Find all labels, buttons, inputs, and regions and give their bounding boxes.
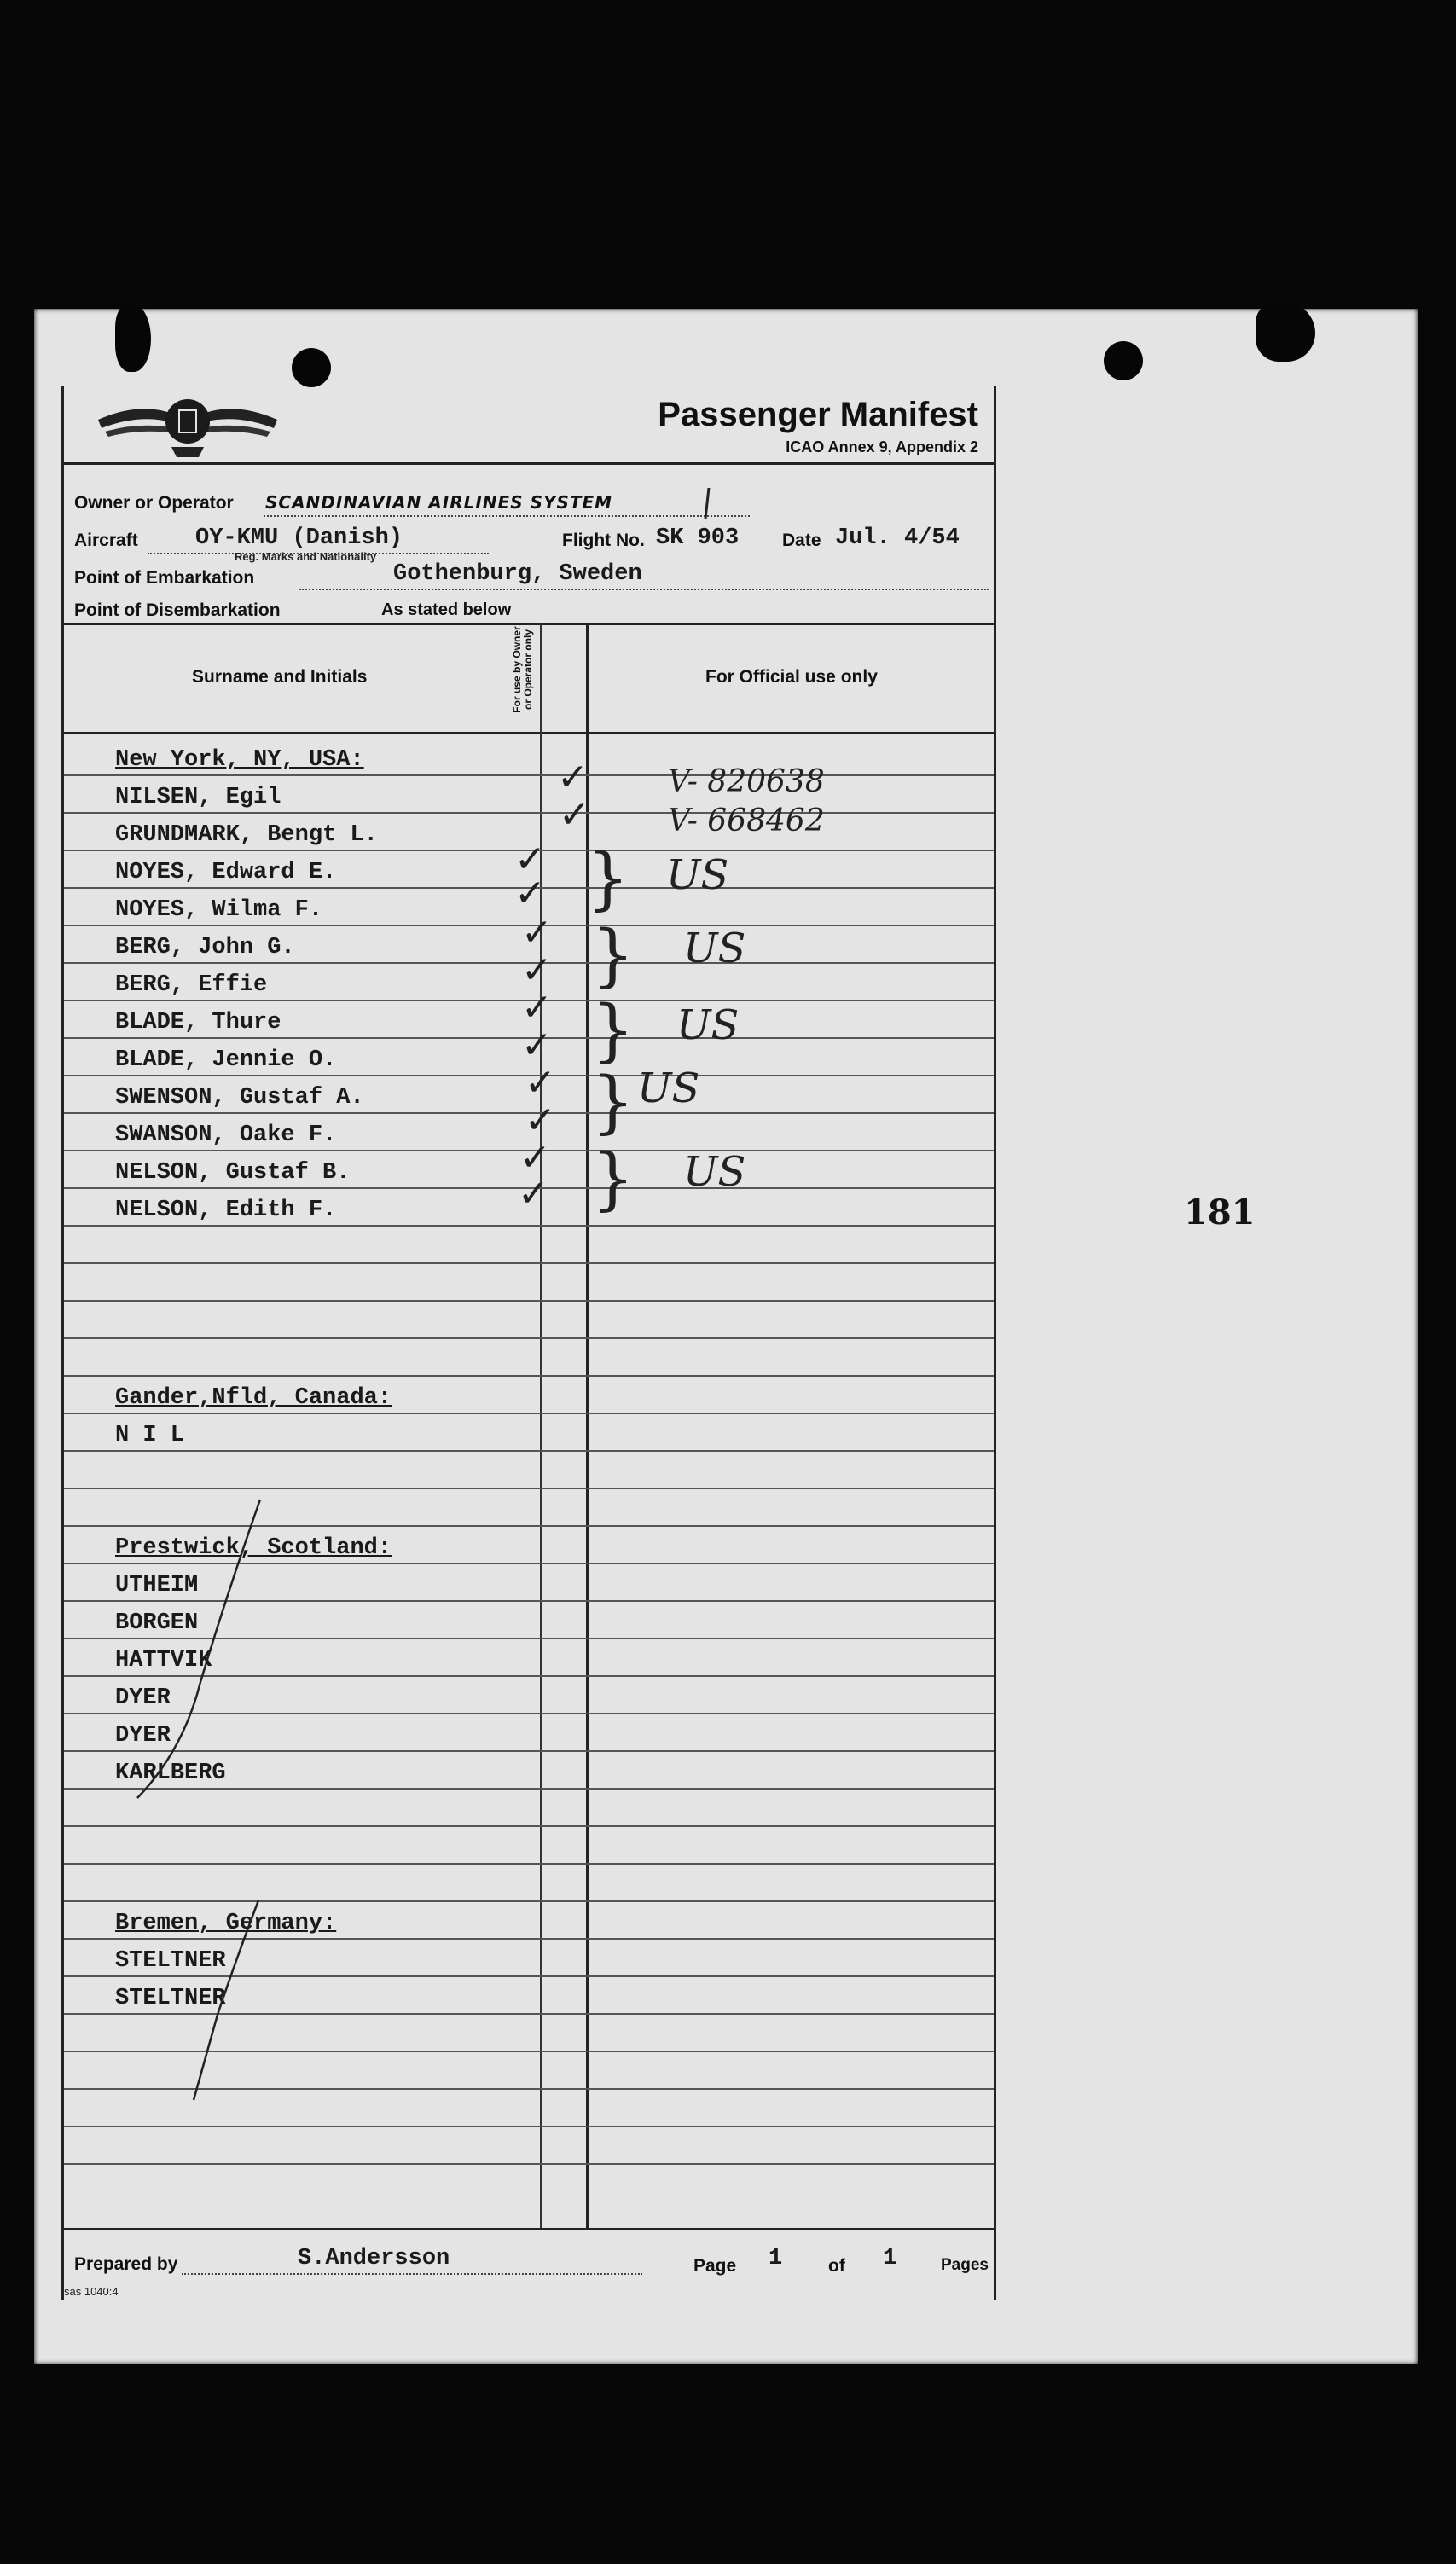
strike-line-prestwick: [124, 1494, 277, 1819]
flight-value: SK 903: [656, 525, 740, 551]
passenger-name: NOYES, Edward E.: [115, 860, 337, 885]
check-mark: ✓: [521, 911, 553, 954]
strike-line-bremen: [183, 1895, 269, 2109]
page-label: Page: [693, 2256, 737, 2276]
date-value: Jul. 4/54: [835, 525, 960, 551]
owner-tick-mark: [702, 486, 712, 520]
of-label: of: [828, 2256, 845, 2276]
row-rule: [64, 2126, 994, 2127]
check-mark: ✓: [514, 872, 546, 915]
disembark-value: As stated below: [381, 600, 512, 619]
passenger-name: NOYES, Wilma F.: [115, 897, 323, 923]
passenger-name: DYER: [115, 1685, 171, 1711]
disembark-label: Point of Disembarkation: [74, 600, 281, 620]
visa-note-1: V- 820638: [668, 764, 825, 799]
check-mark: ✓: [521, 1024, 553, 1067]
brace-mark: }: [586, 838, 629, 918]
check-mark: ✓: [525, 1099, 556, 1142]
form-subtitle: ICAO Annex 9, Appendix 2: [786, 438, 978, 455]
destination-heading: New York, NY, USA:: [115, 747, 364, 773]
embark-label: Point of Embarkation: [74, 568, 255, 588]
us-note-2: US: [683, 925, 746, 972]
us-note-4: US: [637, 1064, 700, 1112]
passenger-name: STELTNER: [115, 1986, 226, 2011]
check-mark: ✓: [559, 793, 590, 837]
form-title: Passenger Manifest: [658, 396, 978, 433]
flight-label: Flight No.: [562, 531, 645, 550]
row-rule: [64, 1413, 994, 1414]
check-mark: ✓: [514, 838, 546, 881]
check-mark: ✓: [521, 948, 553, 992]
row-rule: [64, 1450, 994, 1452]
prepared-line: [182, 2273, 642, 2275]
page-value: 1: [769, 2246, 783, 2271]
row-rule: [64, 774, 994, 776]
owner-value: SCANDINAVIAN AIRLINES SYSTEM: [265, 492, 613, 513]
table-header-rule: [64, 732, 994, 734]
form-code: sas 1040:4: [64, 2285, 119, 2298]
header-rule: [64, 462, 994, 465]
prepared-label: Prepared by: [74, 2254, 178, 2274]
page-number-stamp: 181: [1184, 1192, 1256, 1233]
us-note-1: US: [666, 851, 729, 899]
airline-logo: [90, 386, 286, 462]
check-mark: ✓: [557, 756, 589, 799]
column-official-header: For Official use only: [705, 667, 878, 687]
check-mark: ✓: [519, 1136, 551, 1180]
passenger-name: HATTVIK: [115, 1648, 212, 1674]
owner-label: Owner or Operator: [74, 493, 234, 513]
date-label: Date: [782, 531, 821, 550]
passenger-name: N I L: [115, 1423, 185, 1448]
passenger-name: SWENSON, Gustaf A.: [115, 1085, 364, 1111]
column-owner-header: For use by Owner or Operator only: [511, 626, 534, 713]
row-rule: [64, 2163, 994, 2165]
ink-blot-right: [1256, 302, 1315, 362]
row-rule: [64, 1262, 994, 1264]
reg-note: Reg. Marks and Nationality: [235, 550, 377, 563]
passenger-name: BERG, Effie: [115, 972, 268, 998]
passenger-name: DYER: [115, 1723, 171, 1749]
passenger-name: BLADE, Thure: [115, 1010, 281, 1035]
us-note-3: US: [676, 1001, 740, 1049]
form-footer: [64, 2228, 994, 2299]
passenger-name: STELTNER: [115, 1948, 226, 1974]
check-mark: ✓: [521, 986, 553, 1030]
passenger-name: BLADE, Jennie O.: [115, 1047, 337, 1073]
row-rule: [64, 1825, 994, 1827]
ink-blot-left: [115, 304, 151, 372]
pages-label: Pages: [941, 2256, 989, 2274]
check-mark: ✓: [525, 1061, 556, 1105]
row-rule: [64, 1375, 994, 1377]
row-rule: [64, 1225, 994, 1227]
row-rule: [64, 1488, 994, 1489]
row-rule: [64, 1300, 994, 1302]
passenger-name: NELSON, Gustaf B.: [115, 1160, 351, 1186]
passenger-name: KARLBERG: [115, 1761, 226, 1786]
embark-value: Gothenburg, Sweden: [393, 561, 642, 587]
embark-line: [299, 589, 989, 590]
visa-note-2: V- 668462: [668, 803, 825, 838]
us-note-5: US: [683, 1148, 746, 1196]
owner-line: [264, 515, 750, 517]
row-rule: [64, 1337, 994, 1339]
passenger-name: GRUNDMARK, Bengt L.: [115, 822, 378, 848]
brace-mark: }: [591, 915, 635, 995]
punch-hole-left: [292, 348, 331, 387]
punch-hole-right: [1104, 341, 1143, 380]
row-rule: [64, 1863, 994, 1865]
brace-mark: }: [591, 990, 635, 1070]
destination-heading: Bremen, Germany:: [115, 1911, 337, 1936]
check-mark: ✓: [518, 1172, 549, 1215]
passenger-name: NILSEN, Egil: [115, 785, 281, 810]
brace-mark: }: [591, 1139, 635, 1218]
manifest-form: [61, 386, 996, 2300]
destination-heading: Gander,Nfld, Canada:: [115, 1385, 392, 1411]
row-rule: [64, 812, 994, 814]
passenger-name: SWANSON, Oake F.: [115, 1122, 337, 1148]
destination-heading: Prestwick, Scotland:: [115, 1535, 392, 1561]
passenger-name: UTHEIM: [115, 1573, 199, 1598]
passenger-name: BORGEN: [115, 1610, 199, 1636]
passenger-name: BERG, John G.: [115, 935, 295, 960]
prepared-value: S.Andersson: [298, 2246, 450, 2271]
of-value: 1: [883, 2246, 897, 2271]
aircraft-label: Aircraft: [74, 531, 138, 550]
passenger-name: NELSON, Edith F.: [115, 1198, 337, 1223]
brace-mark: }: [591, 1062, 635, 1141]
column-names-header: Surname and Initials: [192, 667, 368, 687]
aircraft-value: OY-KMU (Danish): [195, 525, 403, 551]
